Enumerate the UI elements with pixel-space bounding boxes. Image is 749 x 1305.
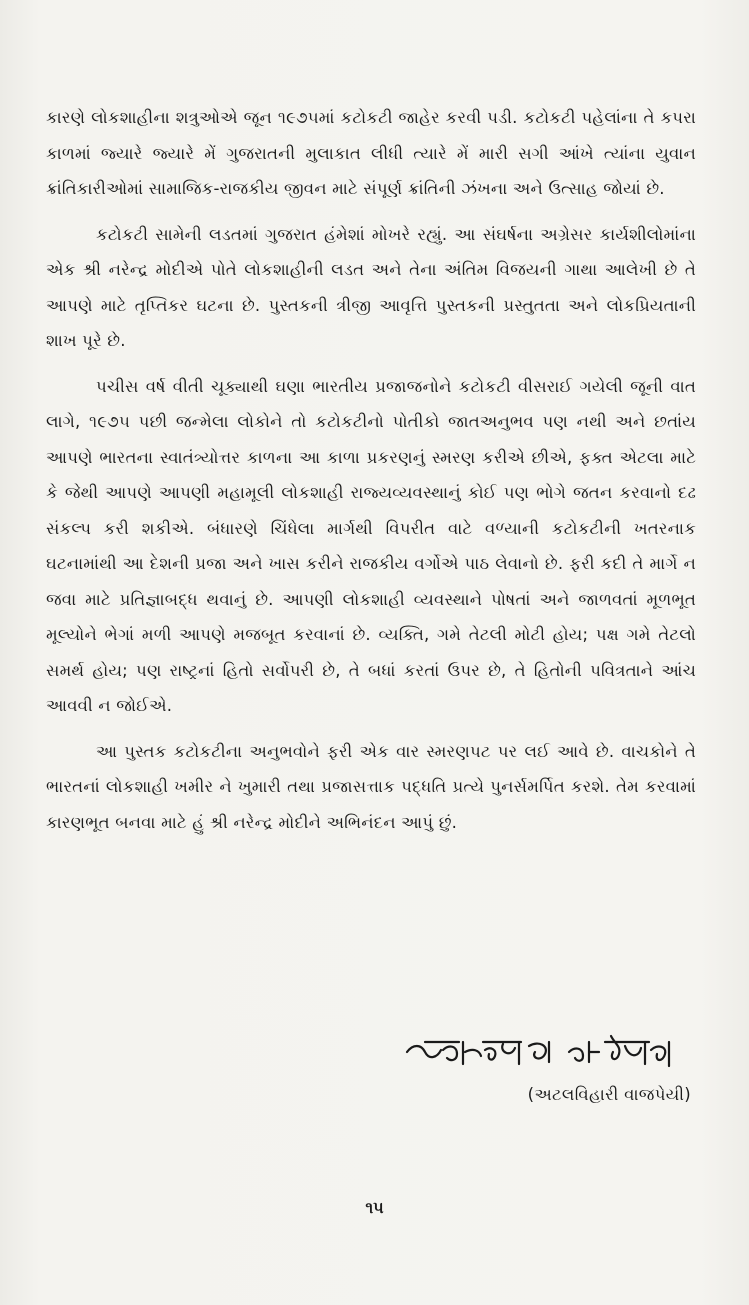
handwritten-signature [399, 1022, 689, 1082]
paragraph-3: પચીસ વર્ષ વીતી ચૂક્યાથી ઘણા ભારતીય પ્રજાજનોને કટોકટી વીસરાઈ ગયેલી જૂની વાત લાગે, ૧૯૭૫ પછી જન્મેલા લોકોને તો કટોકટીનો પોતીકો જાતઅનુભવ પણ નથી અને છતાંય આપણે ભારતના સ્વાતંત્ર્યોત્તર કાળના આ કાળા પ્રકરણનું સ્મરણ કરીએ છીએ, ફક્ત એટલા માટે કે જેથી આપણે આપણી મહામૂલી લોકશાહી રાજ્યવ્યવસ્થાનું કોઈ પણ ભોગે જતન કરવાનો દઢ સંકલ્પ કરી શકીએ. બંધારણે ચિંધેલા માર્ગથી વિપરીત વાટે વળ્યાની કટોકટીની ખતરનાક ઘટનામાંથી આ દેશની પ્રજા અને ખાસ કરીને રાજકીય વર્ગોએ પાઠ લેવાનો છે. ફરી કદી તે માર્ગે ન જવા માટે પ્રતિજ્ઞાબદ્ધ થવાનું છે. આપણી લોકશાહી વ્યવસ્થાને પોષતાં અને જાળવતાં મૂળભૂત મૂલ્યોને ભેગાં મળી આપણે મજબૂત કરવાનાં છે. વ્યક્તિ, ગમે તેટલી મોટી હોય; પક્ષ ગમે તેટલો સમર્થ હોય; પણ રાષ્ટ્રનાં હિતો સર્વોપરી છે, તે બધાં કરતાં ઉપર છે, તે હિતોની પવિત્રતાને આંચ આવવી ન જોઈએ. [46, 376, 696, 715]
paragraph-1: કારણે લોકશાહીના શત્રુઓએ જૂન ૧૯૭૫માં કટોકટી જાહેર કરવી પડી. કટોકટી પહેલાંના તે કપરા કાળમાં જ્યારે જ્યારે મેં ગુજરાતની મુલાકાત લીધી ત્યારે મેં મારી સગી આંખે ત્યાંના યુવાન ક્રાંતિકારીઓમાં સામાજિક-રાજકીય જીવન માટે સંપૂર્ણ ક્રાંતિની ઝંખના અને ઉત્સાહ જોયાં છે. [46, 108, 696, 198]
body-text [46, 100, 696, 850]
signatory-name: (અટલવિહારી વાજપેયી) [527, 1085, 691, 1104]
page-number: ૧૫ [365, 1198, 384, 1217]
paragraph-4: આ પુસ્તક કટોકટીના અનુભવોને ફરી એક વાર સ્મરણપટ પર લઈ આવે છે. વાચકોને તે ભારતનાં લોકશાહી ખમીર ને ખુમારી તથા પ્રજાસત્તાક પદ્ધતિ પ્રત્યે પુનર્સમર્પિત કરશે. તેમ કરવામાં કારણભૂત બનવા માટે હું શ્રી નરેન્દ્ર મોદીને અભિનંદન આપું છું. [46, 741, 696, 832]
paragraph-2: કટોકટી સામેની લડતમાં ગુજરાત હંમેશાં મોખરે રહ્યું. આ સંઘર્ષના અગ્રેસર કાર્યશીલોમાંના એક શ્રી નરેન્દ્ર મોદીએ પોતે લોકશાહીની લડત અને તેના અંતિમ વિજયની ગાથા આલેખી છે તે આપણે માટે તૃપ્તિકર ઘટના છે. પુસ્તકની ત્રીજી આવૃત્તિ પુસ્તકની પ્રસ્તુતતા અને લોકપ્રિયતાની શાખ પૂરે છે. [46, 224, 696, 350]
